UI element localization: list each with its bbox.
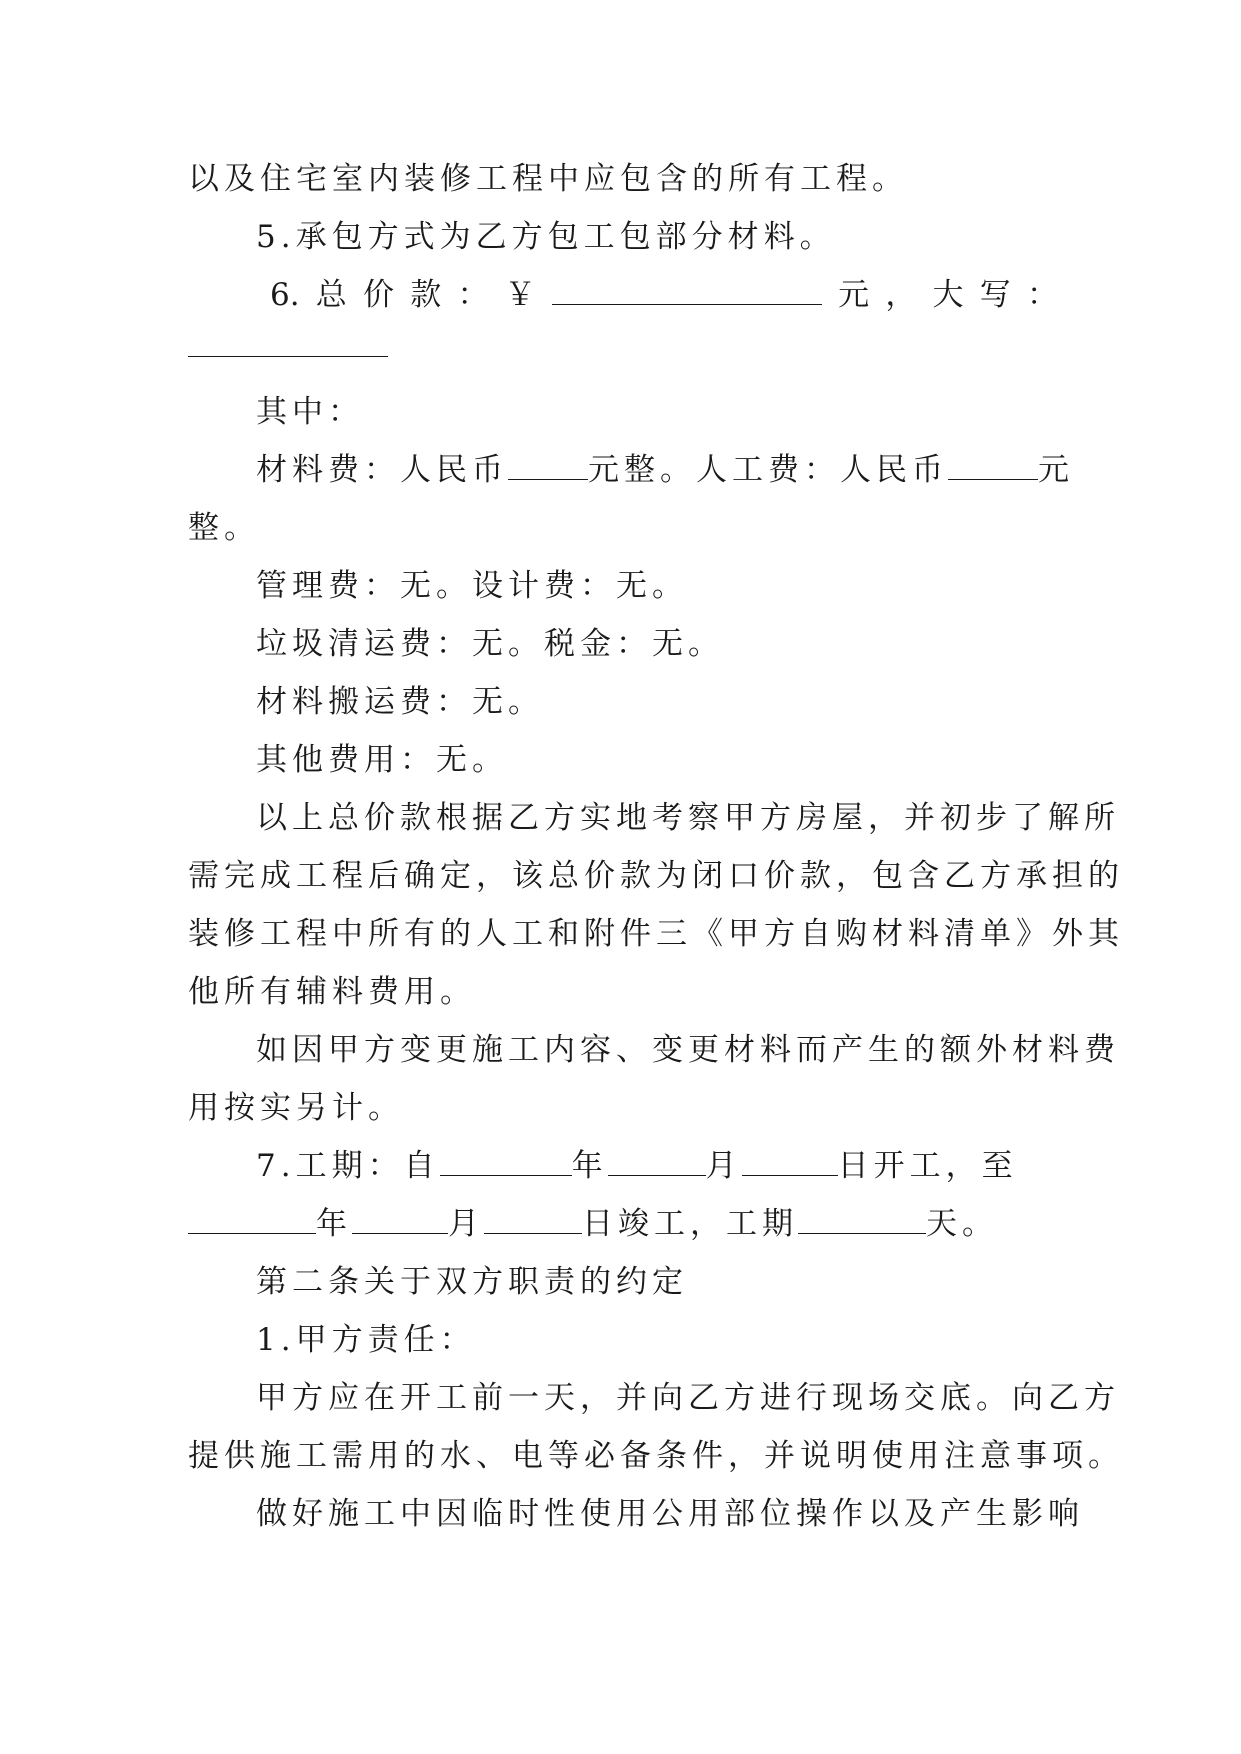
material-labor-fee-line (188, 441, 1074, 499)
article-2-heading: 第二条关于双方职责的约定 (256, 1264, 688, 1300)
total-price-blank (552, 276, 822, 305)
char: 款 (410, 277, 442, 313)
text-segment: 材料费：人民币 (256, 452, 508, 488)
paragraph-line: 其中： (256, 394, 364, 430)
paragraph-line: 材料搬运费：无。 (256, 684, 544, 720)
text-segment: 7.工期：自 (256, 1148, 440, 1184)
material-fee-blank (508, 451, 588, 480)
paragraph-line: 甲方应在开工前一天，并向乙方进行现场交底。向乙方 (256, 1380, 1120, 1416)
char: 写 (979, 277, 1011, 313)
end-day-blank (484, 1205, 582, 1234)
paragraph-line: 做好施工中因临时性使用公用部位操作以及产生影响 (256, 1496, 1084, 1532)
clause-7-schedule-start (188, 1137, 1058, 1195)
text-segment: 月 (705, 1148, 742, 1184)
char: ， (885, 277, 917, 313)
end-month-blank (352, 1205, 448, 1234)
clause-number: 6. (270, 277, 300, 313)
clause-7-schedule-end (188, 1195, 1058, 1253)
paragraph-line: 提供施工需用的水、电等必备条件，并说明使用注意事项。 (188, 1438, 1124, 1474)
paragraph-line: 垃圾清运费：无。税金：无。 (256, 626, 724, 662)
duration-blank (798, 1205, 926, 1234)
end-year-blank (188, 1205, 316, 1234)
char: ： (457, 277, 489, 313)
labor-fee-blank (948, 451, 1038, 480)
text-segment: 日竣工，工期 (582, 1206, 798, 1242)
char: 大 (932, 277, 964, 313)
text-segment: 元 (1038, 452, 1074, 488)
text-segment: 年 (571, 1148, 608, 1184)
text-segment: 元整。人工费：人民币 (588, 452, 948, 488)
text-segment: 日开工，至 (837, 1148, 1018, 1184)
paragraph-line: 他所有辅料费用。 (188, 974, 476, 1010)
char: 价 (363, 277, 395, 313)
paragraph-line: 整。 (188, 510, 260, 546)
char: ： (1026, 277, 1058, 313)
start-month-blank (608, 1147, 706, 1176)
paragraph-line: 装修工程中所有的人工和附件三《甲方自购材料清单》外其 (188, 916, 1124, 952)
paragraph-line: 用按实另计。 (188, 1090, 404, 1126)
paragraph-line: 以及住宅室内装修工程中应包含的所有工程。 (188, 161, 908, 197)
document-page (188, 150, 1124, 1543)
text-segment: 年 (316, 1206, 352, 1242)
paragraph-line: 以上总价款根据乙方实地考察甲方房屋，并初步了解所 (256, 800, 1120, 836)
text-segment: 月 (448, 1206, 484, 1242)
paragraph-line: 管理费：无。设计费：无。 (256, 568, 688, 604)
char: 总 (315, 277, 347, 313)
yuan-symbol: ￥ (504, 277, 536, 313)
party-a-responsibility-heading: 1.甲方责任： (256, 1322, 476, 1358)
text-segment: 天。 (926, 1206, 998, 1242)
start-day-blank (742, 1147, 838, 1176)
paragraph-line: 需完成工程后确定，该总价款为闭口价款，包含乙方承担的 (188, 858, 1124, 894)
clause-6-total-price (188, 266, 1058, 324)
clause-5-contract-method: 5.承包方式为乙方包工包部分材料。 (256, 219, 836, 255)
paragraph-line: 其他费用：无。 (256, 742, 508, 778)
uppercase-amount-blank (188, 324, 388, 357)
paragraph-line: 如因甲方变更施工内容、变更材料而产生的额外材料费 (256, 1032, 1120, 1068)
start-year-blank (440, 1147, 572, 1176)
char: 元 (838, 277, 870, 313)
